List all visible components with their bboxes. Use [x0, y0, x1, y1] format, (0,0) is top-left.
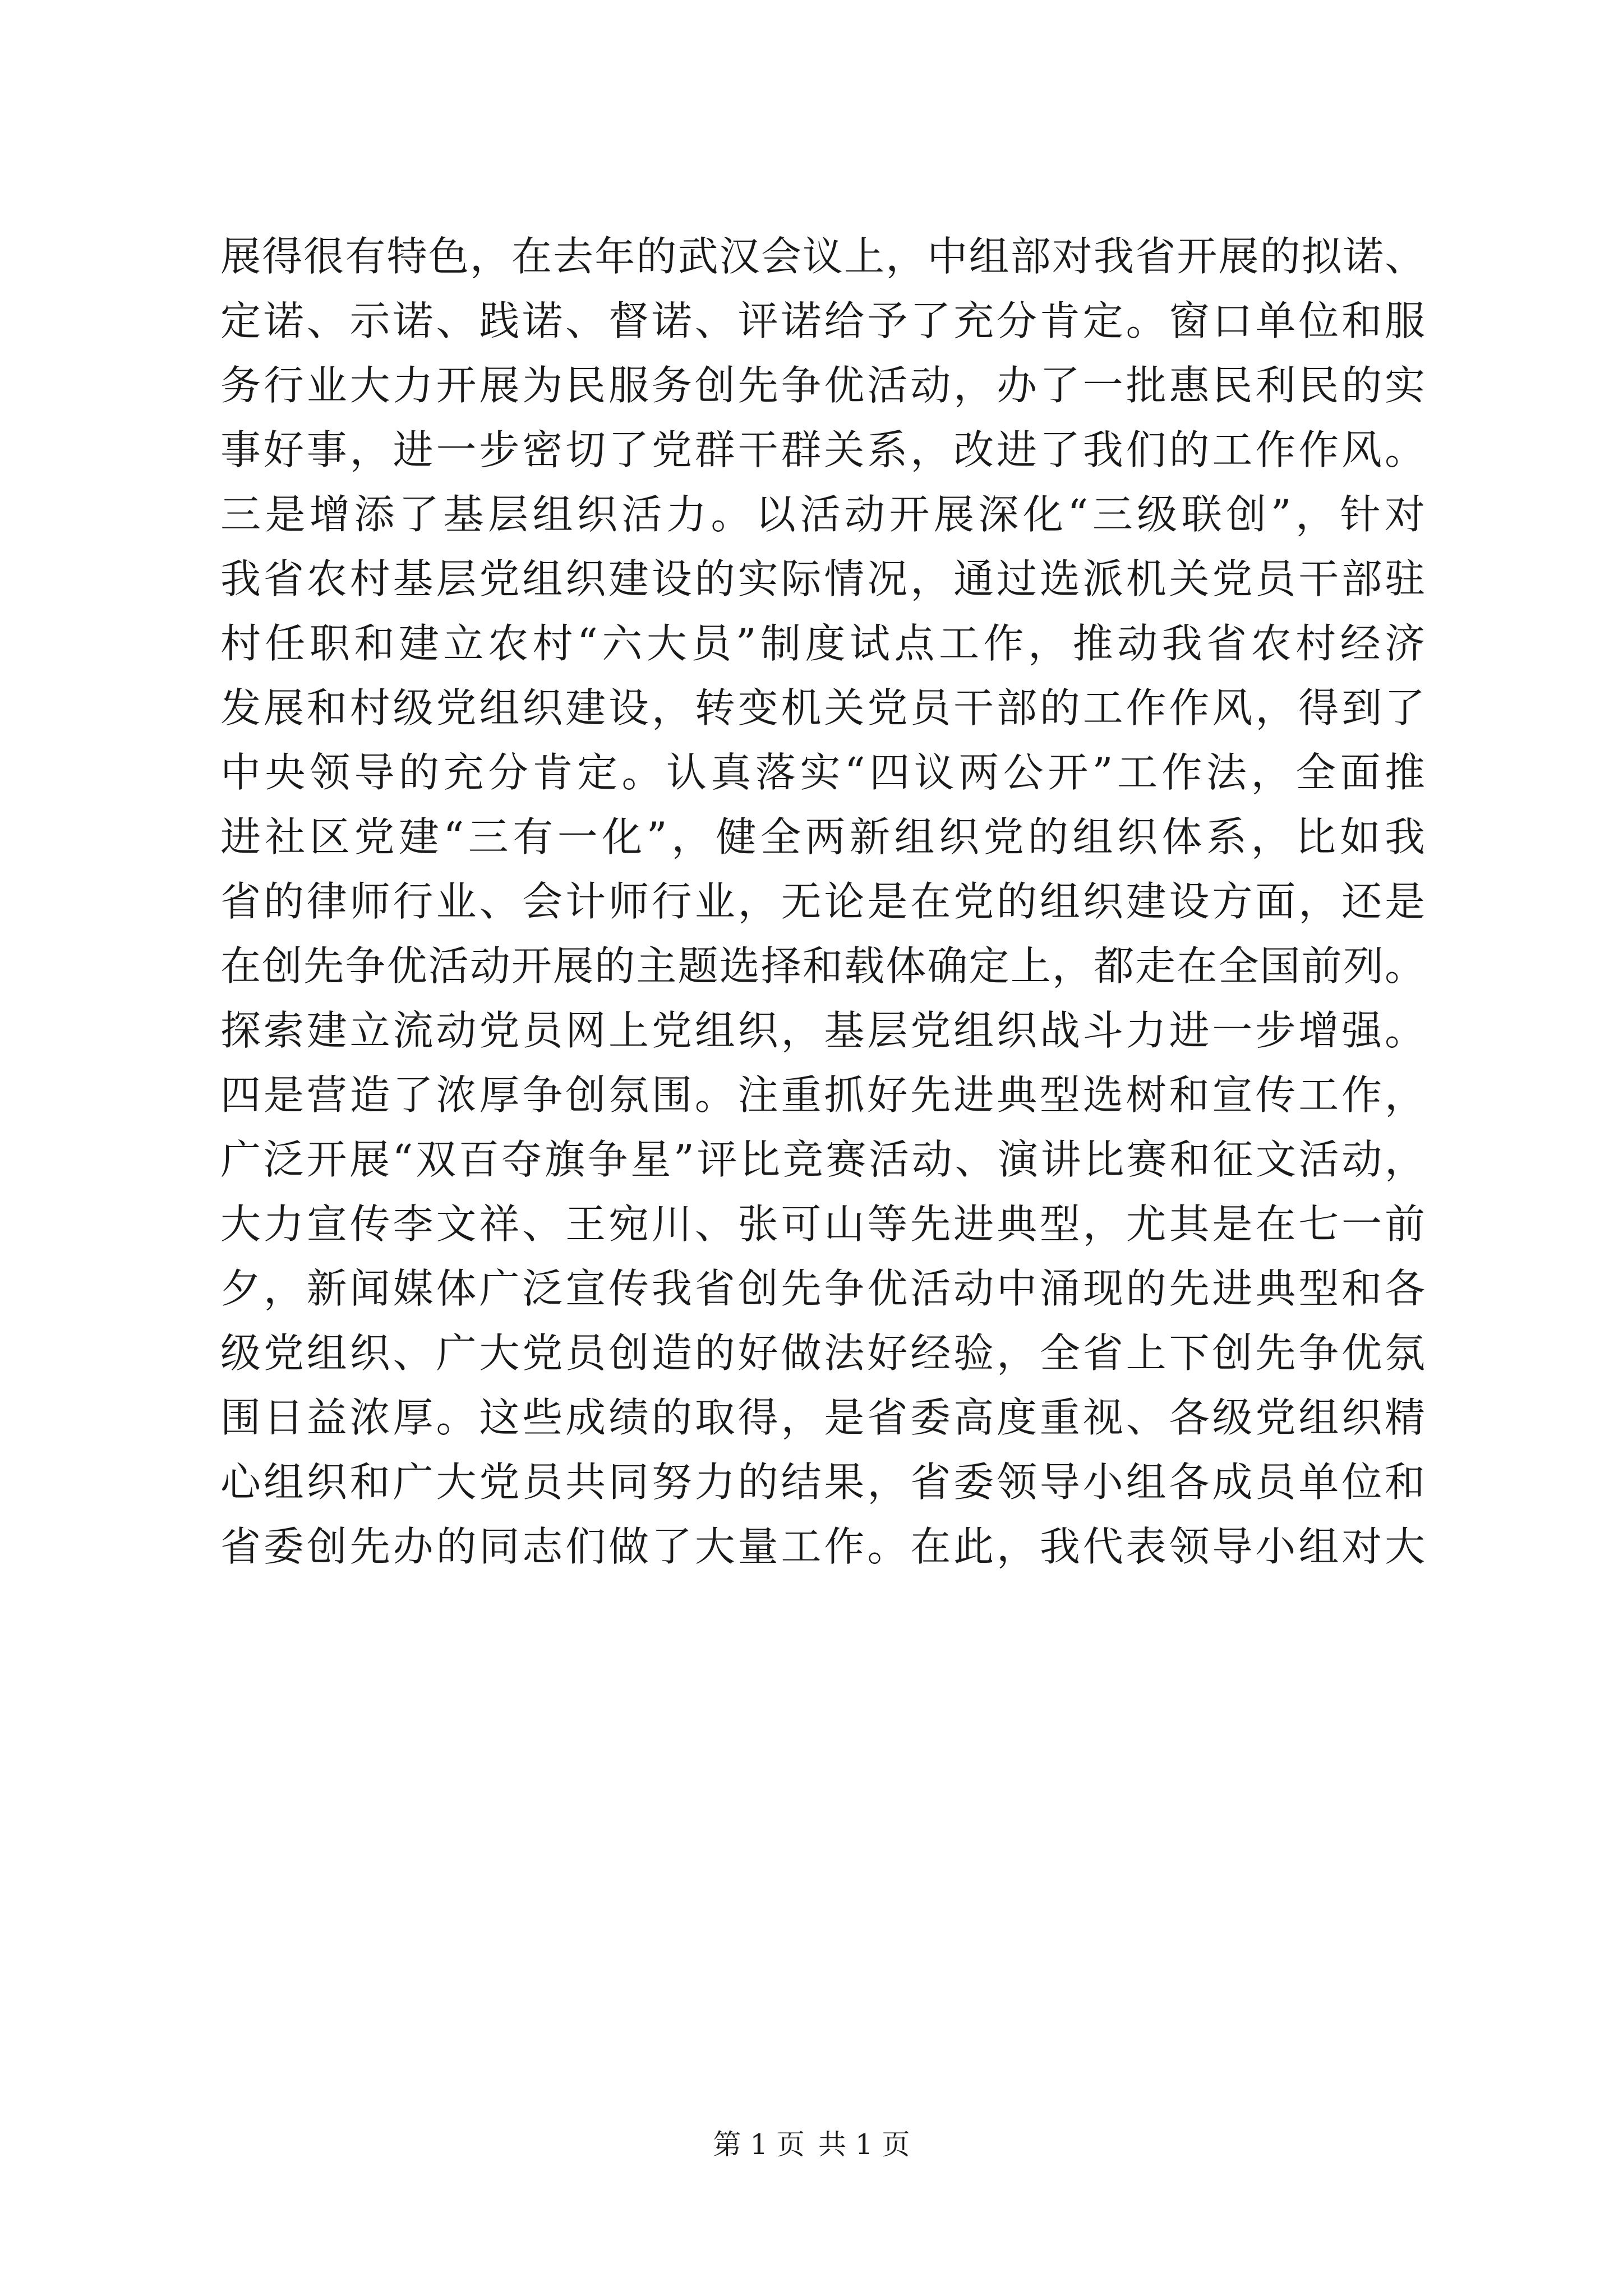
text-line: 探索建立流动党员网上党组织，基层党组织战斗力进一步增强。	[220, 1007, 1426, 1054]
text-line: 进社区党建“三有一化”，健全两新组织党的组织体系，比如我	[220, 813, 1426, 861]
text-line: 四是营造了浓厚争创氛围。注重抓好先进典型选树和宣传工作，	[220, 1071, 1426, 1119]
text-line: 大力宣传李文祥、王宛川、张可山等先进典型，尤其是在七一前	[220, 1200, 1426, 1248]
text-line: 村任职和建立农村“六大员”制度试点工作，推动我省农村经济	[220, 620, 1426, 667]
text-line: 广泛开展“双百夺旗争星”评比竞赛活动、演讲比赛和征文活动，	[220, 1136, 1426, 1183]
text-line: 在创先争优活动开展的主题选择和载体确定上，都走在全国前列。	[220, 942, 1426, 990]
text-line: 三是增添了基层组织活力。以活动开展深化“三级联创”，针对	[220, 491, 1426, 538]
text-line: 事好事，进一步密切了党群干群关系，改进了我们的工作作风。	[220, 426, 1426, 473]
text-line: 省委创先办的同志们做了大量工作。在此，我代表领导小组对大	[220, 1523, 1426, 1570]
text-line: 发展和村级党组织建设，转变机关党员干部的工作作风，得到了	[220, 684, 1426, 731]
text-line: 级党组织、广大党员创造的好做法好经验，全省上下创先争优氛	[220, 1329, 1426, 1377]
text-line: 展得很有特色，在去年的武汉会议上，中组部对我省开展的拟诺、	[220, 233, 1426, 280]
text-line: 心组织和广大党员共同努力的结果，省委领导小组各成员单位和	[220, 1458, 1426, 1506]
page-footer	[0, 2125, 1623, 2164]
text-line: 省的律师行业、会计师行业，无论是在党的组织建设方面，还是	[220, 878, 1426, 925]
text-line: 定诺、示诺、践诺、督诺、评诺给予了充分肯定。窗口单位和服	[220, 297, 1426, 344]
text-line: 夕，新闻媒体广泛宣传我省创先争优活动中涌现的先进典型和各	[220, 1265, 1426, 1312]
text-line: 围日益浓厚。这些成绩的取得，是省委高度重视、各级党组织精	[220, 1394, 1426, 1441]
page-number: 第 1 页	[713, 2128, 805, 2161]
page-total: 共 1 页	[818, 2128, 910, 2161]
text-line: 务行业大力开展为民服务创先争优活动，办了一批惠民利民的实	[220, 362, 1426, 409]
document-body	[220, 224, 1426, 1579]
text-line: 我省农村基层党组织建设的实际情况，通过选派机关党员干部驻	[220, 555, 1426, 602]
text-line: 中央领导的充分肯定。认真落实“四议两公开”工作法，全面推	[220, 749, 1426, 796]
